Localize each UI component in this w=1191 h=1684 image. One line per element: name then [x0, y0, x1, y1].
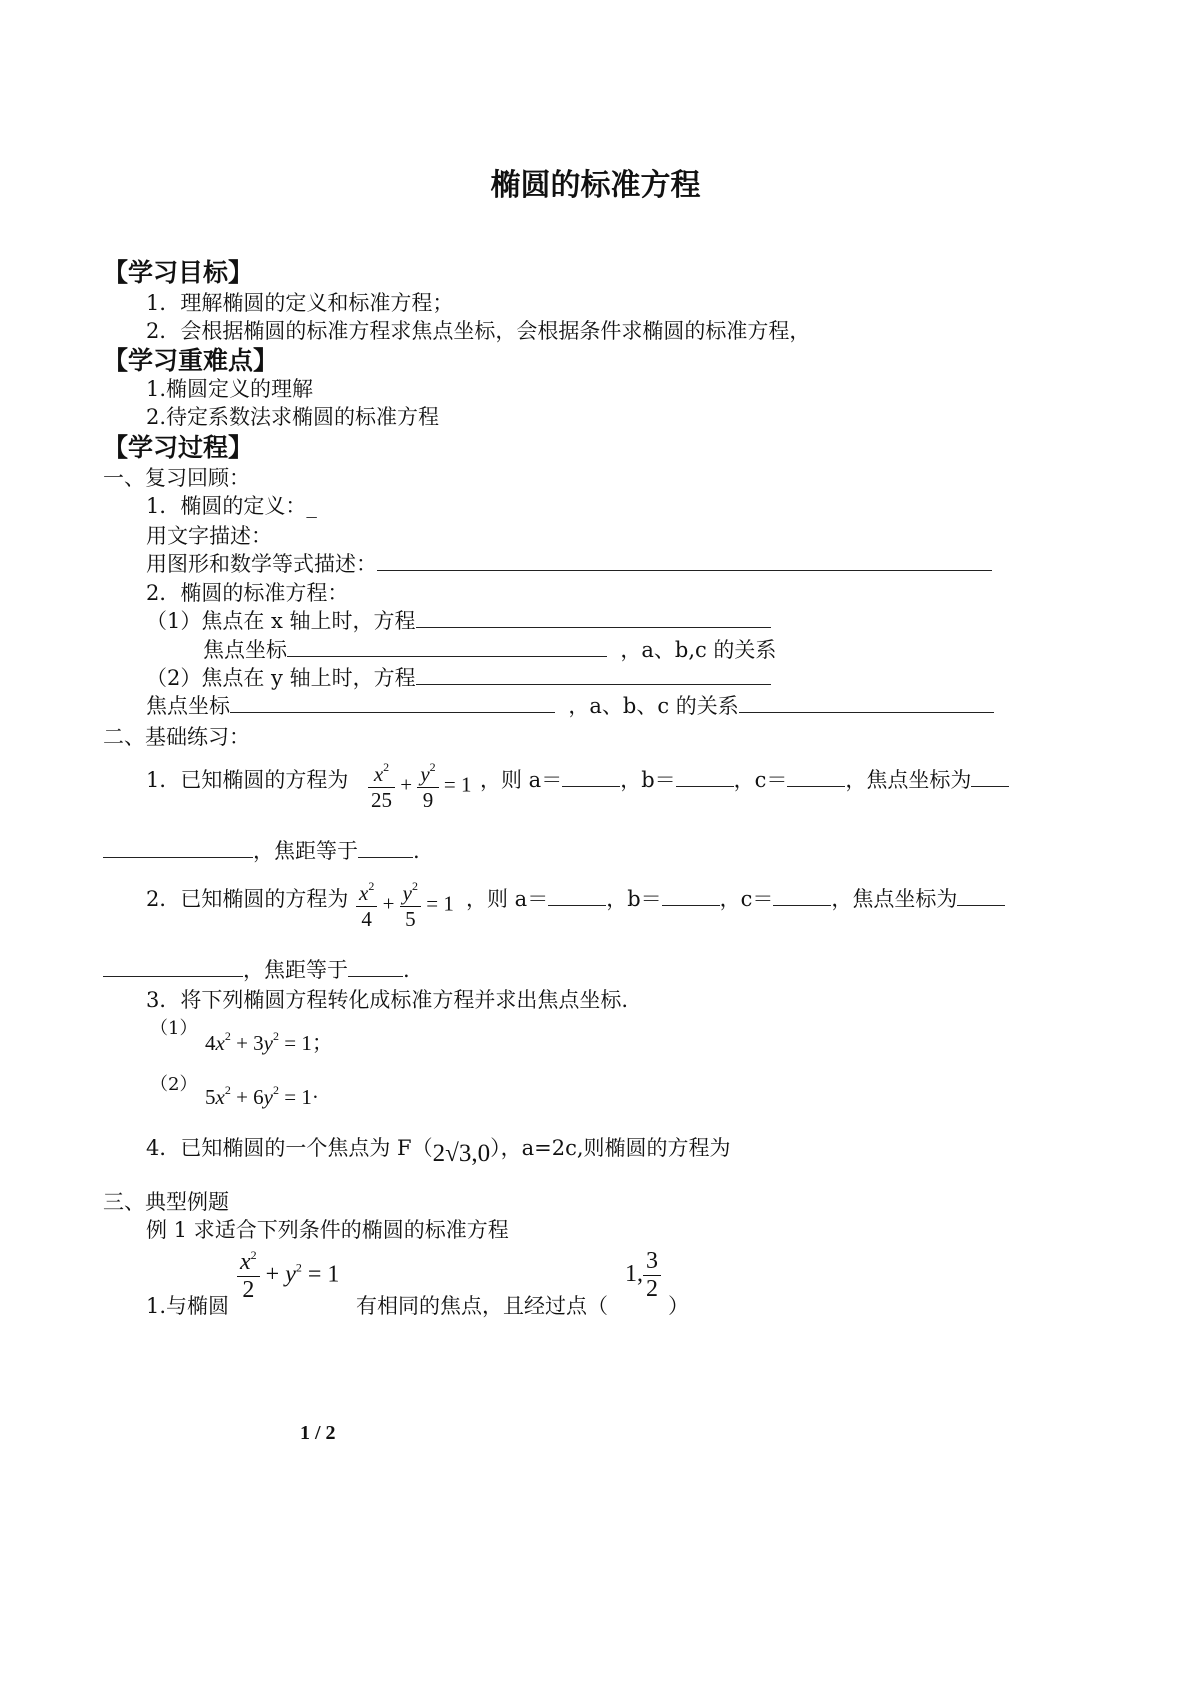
q2-tail: ，焦距等于 .	[103, 954, 410, 984]
blank-b[interactable]	[676, 766, 734, 787]
ex1-mid: 有相同的焦点，且经过点（	[356, 1294, 608, 1318]
ex1-pre: 1.与椭圆	[146, 1294, 230, 1318]
key-item: 2.待定系数法求椭圆的标准方程	[146, 405, 440, 429]
blank-focus[interactable]	[971, 766, 1009, 787]
blank-line[interactable]	[230, 692, 555, 713]
q1-equation: $\frac{x^2}{25}$ + $\frac{y^2}{9}$ = 1	[368, 760, 472, 813]
blank-dist[interactable]	[348, 956, 403, 977]
q3: 3．将下列椭圆方程转化成标准方程并求出焦点坐标.	[146, 988, 629, 1012]
focus-line-2: 焦点坐标 ，a、b、c 的关系	[146, 690, 994, 720]
section-process: 【学习过程】	[103, 433, 254, 462]
review-heading: 一、复习回顾：	[103, 466, 250, 490]
text-desc: 用文字描述：	[146, 524, 272, 548]
example-1: 例 1 求适合下列条件的椭圆的标准方程	[146, 1218, 509, 1242]
x-axis-line: （1）焦点在 x 轴上时，方程	[146, 605, 771, 635]
q3-2-label: （2）	[150, 1074, 198, 1095]
key-item: 1.椭圆定义的理解	[146, 377, 314, 401]
std-heading: 2．椭圆的标准方程：	[146, 581, 349, 605]
goal-item: 1．理解椭圆的定义和标准方程；	[146, 291, 454, 315]
examples-heading: 三、典型例题	[103, 1190, 229, 1214]
graph-desc: 用图形和数学等式描述：	[146, 548, 992, 578]
blank-focus-cont[interactable]	[103, 837, 253, 858]
q3-1-label: （1）	[150, 1018, 198, 1039]
practice-heading: 二、基础练习：	[103, 725, 250, 749]
page-title: 椭圆的标准方程	[490, 168, 701, 203]
q4: 4．已知椭圆的一个焦点为 F（2√3,0），a=2c,则椭圆的方程为	[146, 1136, 731, 1167]
blank-dist[interactable]	[358, 837, 413, 858]
blank-c[interactable]	[773, 885, 831, 906]
page-number: 1 / 2	[300, 1422, 336, 1444]
blank-a[interactable]	[562, 766, 620, 787]
blank-line[interactable]	[287, 636, 607, 657]
ex1-equation: $\frac{x^2}{2}$ + $y^2 = 1$	[237, 1248, 339, 1304]
q1-tail: ，焦距等于 .	[103, 835, 420, 865]
q1-pre: 1．已知椭圆的方程为	[146, 768, 349, 792]
blank-a[interactable]	[548, 885, 606, 906]
blank-line[interactable]	[739, 692, 994, 713]
blank-focus[interactable]	[957, 885, 1005, 906]
blank-focus-cont[interactable]	[103, 956, 243, 977]
y-axis-line: （2）焦点在 y 轴上时，方程	[146, 662, 771, 692]
q3-1-equation: $4x^2 + 3y^2 = 1$；	[205, 1029, 333, 1055]
focus-line-1: 焦点坐标 ，a、b,c 的关系	[203, 638, 777, 662]
blank-line[interactable]	[377, 550, 992, 571]
ex1-point: 1, $\frac{3}{2}$	[625, 1248, 661, 1303]
q4-point: 2√3,0	[432, 1140, 491, 1167]
blank-c[interactable]	[787, 766, 845, 787]
blank-line[interactable]	[416, 664, 771, 685]
def-line: 1．椭圆的定义：_	[146, 494, 317, 518]
blank-b[interactable]	[662, 885, 720, 906]
q3-2-equation: $5x^2 + 6y^2 = 1\cdot$	[205, 1083, 319, 1109]
q2-pre: 2．已知椭圆的方程为	[146, 887, 349, 911]
q2-equation: $\frac{x^2}{4}$ + $\frac{y^2}{5}$ = 1	[356, 879, 454, 932]
q1-answers: ，则 a＝ ，b＝ ，c＝ ，焦点坐标为	[480, 764, 1009, 794]
q2-answers: ，则 a＝ ，b＝ ，c＝ ，焦点坐标为	[466, 883, 1005, 913]
section-key: 【学习重难点】	[103, 346, 279, 375]
blank-line[interactable]	[416, 607, 771, 628]
goal-item: 2．会根据椭圆的标准方程求焦点坐标，会根据条件求椭圆的标准方程，	[146, 319, 811, 343]
ex1-end: ）	[668, 1294, 689, 1318]
section-goal: 【学习目标】	[103, 258, 254, 287]
